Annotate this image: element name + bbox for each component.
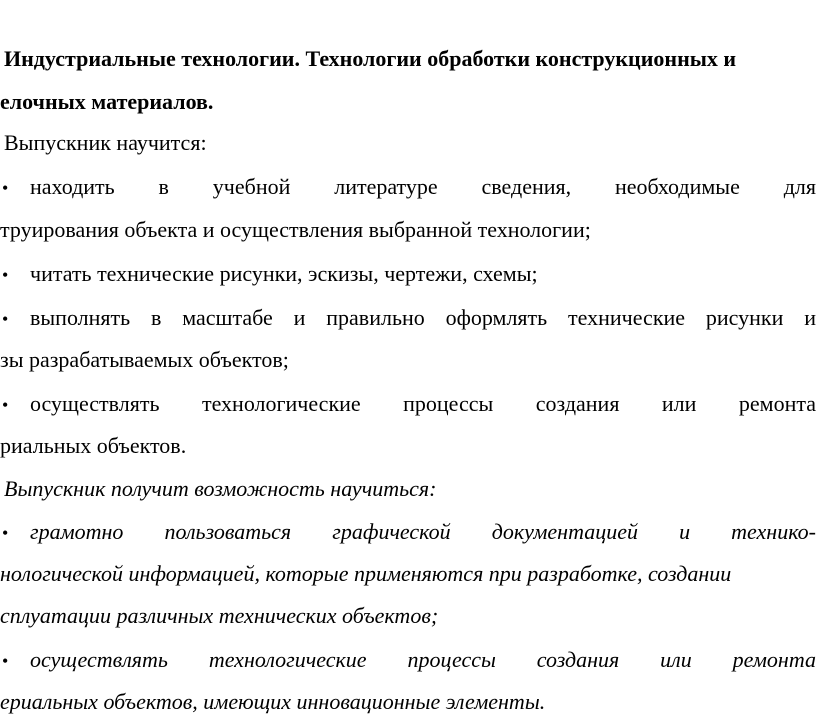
- learns-item-3-line-1: выполнять в масштабе и правильно оформлять технические рисунки и: [30, 305, 816, 330]
- opportunity-item-1-line-1: грамотно пользоваться графической документацией и технико-: [30, 519, 816, 544]
- bullet-icon: •: [2, 309, 9, 329]
- bullet-icon: •: [2, 178, 9, 198]
- bullet-icon: •: [2, 523, 9, 543]
- learns-item-2-line-1: читать технические рисунки, эскизы, чертежи, схемы;: [30, 261, 538, 286]
- bullet-icon: •: [2, 395, 9, 415]
- opportunity-item-2-line-1: осуществлять технологические процессы создания или ремонта: [30, 647, 816, 672]
- learns-item-4-line-2: риальных объектов.: [0, 433, 187, 458]
- learns-item-1-line-1: находить в учебной литературе сведения, необходимые для: [30, 174, 816, 199]
- heading-line-1: Индустриальные технологии. Технологии обработки конструкционных и: [4, 46, 737, 71]
- bullet-icon: •: [2, 651, 9, 671]
- bullet-icon: •: [2, 265, 9, 285]
- opportunity-item-2-line-2: ериальных объектов, имеющих инновационные элементы.: [0, 689, 546, 714]
- learns-item-4-line-1: осуществлять технологические процессы создания или ремонта: [30, 391, 816, 416]
- learns-intro: Выпускник научится:: [4, 130, 207, 155]
- learns-item-3-line-2: зы разрабатываемых объектов;: [0, 347, 289, 372]
- opportunity-item-1-line-2: нологической информацией, которые применяются при разработке, создании: [0, 561, 732, 586]
- heading-line-2: елочных материалов.: [0, 89, 214, 114]
- learns-item-1-line-2: труирования объекта и осуществления выбранной технологии;: [0, 217, 591, 242]
- opportunity-item-1-line-3: сплуатации различных технических объектов;: [0, 603, 439, 628]
- opportunity-intro: Выпускник получит возможность научиться:: [4, 476, 437, 501]
